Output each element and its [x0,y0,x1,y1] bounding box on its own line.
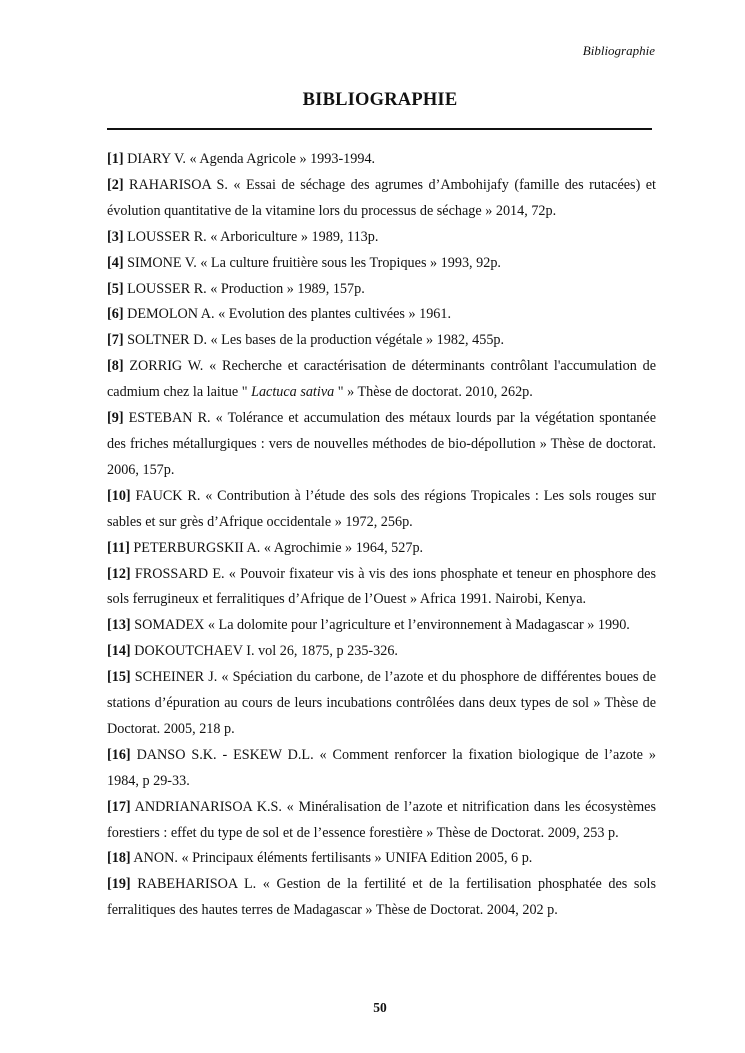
reference-number: [ 18 ] [107,850,131,866]
reference-text: DIARY V. « Agenda Agricole » 1993-1994. [123,151,376,167]
bibliography-entry [107,536,656,562]
reference-number: [ 15 ] [107,669,131,685]
reference-text-before: ZORRIG W. « Recherche et caractérisation de déterminants contrôlant l'accumulation de cadmium chez la laitue " [107,358,656,401]
bibliography-entry [107,872,656,924]
bibliography-entry [107,173,656,225]
bibliography-list [107,147,656,924]
reference-text: ANDRIANARISOA K.S. « Minéralisation de l’azote et nitrification dans les écosystèmes forestiers : effet du type de sol et de l’essence forestière » Thèse de Doctorat. 2009, 253 p. [107,798,656,841]
bibliography-entry [107,328,656,354]
reference-number: [ 3 ] [107,229,124,245]
bibliography-entry [107,406,656,484]
bibliography-entry [107,354,656,406]
reference-text: PETERBURGSKII A. « Agrochimie » 1964, 527p. [129,539,424,556]
reference-text: DANSO S.K. - ESKEW D.L. « Comment renforcer la fixation biologique de l’azote » 1984, p 29-33. [107,746,656,789]
reference-number: [ 12 ] [107,566,131,582]
bibliography-entry [107,665,656,743]
reference-number: [ 2 ] [107,177,124,193]
bibliography-entry [107,225,656,251]
reference-number: [ 14 ] [107,643,131,659]
reference-number: [ 13 ] [107,617,131,633]
bibliography-entry [107,846,656,872]
reference-text: SOLTNER D. « Les bases de la production végétale » 1982, 455p. [123,332,505,349]
reference-text: RABEHARISOA L. « Gestion de la fertilité et de la fertilisation phosphatée des sols ferralitiques des hautes terres de Madagascar » Thèse de Doctorat. 2004, 202 p. [107,876,656,919]
reference-number: [ 19 ] [107,876,131,892]
species-name: Lactuca sativa [251,384,335,401]
bibliography-entry [107,277,656,303]
bibliography-entry [107,484,656,536]
reference-text-after: " » Thèse de doctorat. 2010, 262p. [334,384,533,401]
page-number: 50 [373,1000,387,1015]
running-header: Bibliographie [582,43,655,58]
bibliography-entry [107,795,656,847]
reference-text: FAUCK R. « Contribution à l’étude des sols des régions Tropicales : Les sols rouges sur sables et sur grès d’Afrique occidentale » 1972, 256p. [107,487,656,530]
reference-text: DEMOLON A. « Evolution des plantes cultivées » 1961. [123,306,452,323]
reference-text: LOUSSER R. « Production » 1989, 157p. [123,280,365,297]
bibliography-entry [107,147,656,173]
bibliography-entry [107,613,656,639]
reference-number: [ 11 ] [107,540,130,556]
reference-text: SCHEINER J. « Spéciation du carbone, de l’azote et du phosphore de différentes boues de stations d’épuration au cours de leurs incubations contrôlées dans deux types de sol » Thèse de Doctorat. 2005, 218 p. [107,669,656,737]
reference-text: DOKOUTCHAEV I. vol 26, 1875, p 235-326. [130,643,398,660]
reference-text: ANON. « Principaux éléments fertilisants » UNIFA Edition 2005, 6 p. [130,850,533,867]
bibliography-entry [107,302,656,328]
reference-number: [ 5 ] [107,281,124,297]
reference-number: [ 17 ] [107,799,131,815]
reference-number: [ 4 ] [107,255,124,271]
reference-text: SOMADEX « La dolomite pour l’agriculture et l’environnement à Madagascar » 1990. [130,617,630,634]
page-title: BIBLIOGRAPHIE [302,90,458,110]
reference-text: ESTEBAN R. « Tolérance et accumulation des métaux lourds par la végétation spontanée des friches métallurgiques : vers de nouvelles méthodes de bio-dépollution » Thèse de doctorat. 2006, 157p. [107,410,656,478]
reference-text: LOUSSER R. « Arboriculture » 1989, 113p. [123,228,379,245]
title-divider [107,128,652,130]
reference-number: [ 7 ] [107,332,124,348]
reference-number: [ 1 ] [107,151,124,167]
reference-text: SIMONE V. « La culture fruitière sous les Tropiques » 1993, 92p. [123,254,501,271]
reference-number: [ 9 ] [107,410,124,426]
bibliography-entry [107,251,656,277]
bibliography-entry [107,562,656,614]
bibliography-entry [107,639,656,665]
bibliography-entry [107,743,656,795]
reference-number: [ 8 ] [107,358,124,374]
reference-number: [ 6 ] [107,306,124,322]
reference-number: [ 16 ] [107,747,131,763]
reference-text: RAHARISOA S. « Essai de séchage des agrumes d’Ambohijafy (famille des rutacées) et évolution quantitative de la vitamine lors du processus de séchage » 2014, 72p. [107,176,656,219]
reference-text: FROSSARD E. « Pouvoir fixateur vis à vis des ions phosphate et teneur en phosphore des sols ferrugineux et ferralitiques d’Afrique de l’Ouest » Africa 1991. Nairobi, Kenya. [107,565,656,608]
reference-number: [ 10 ] [107,488,131,504]
